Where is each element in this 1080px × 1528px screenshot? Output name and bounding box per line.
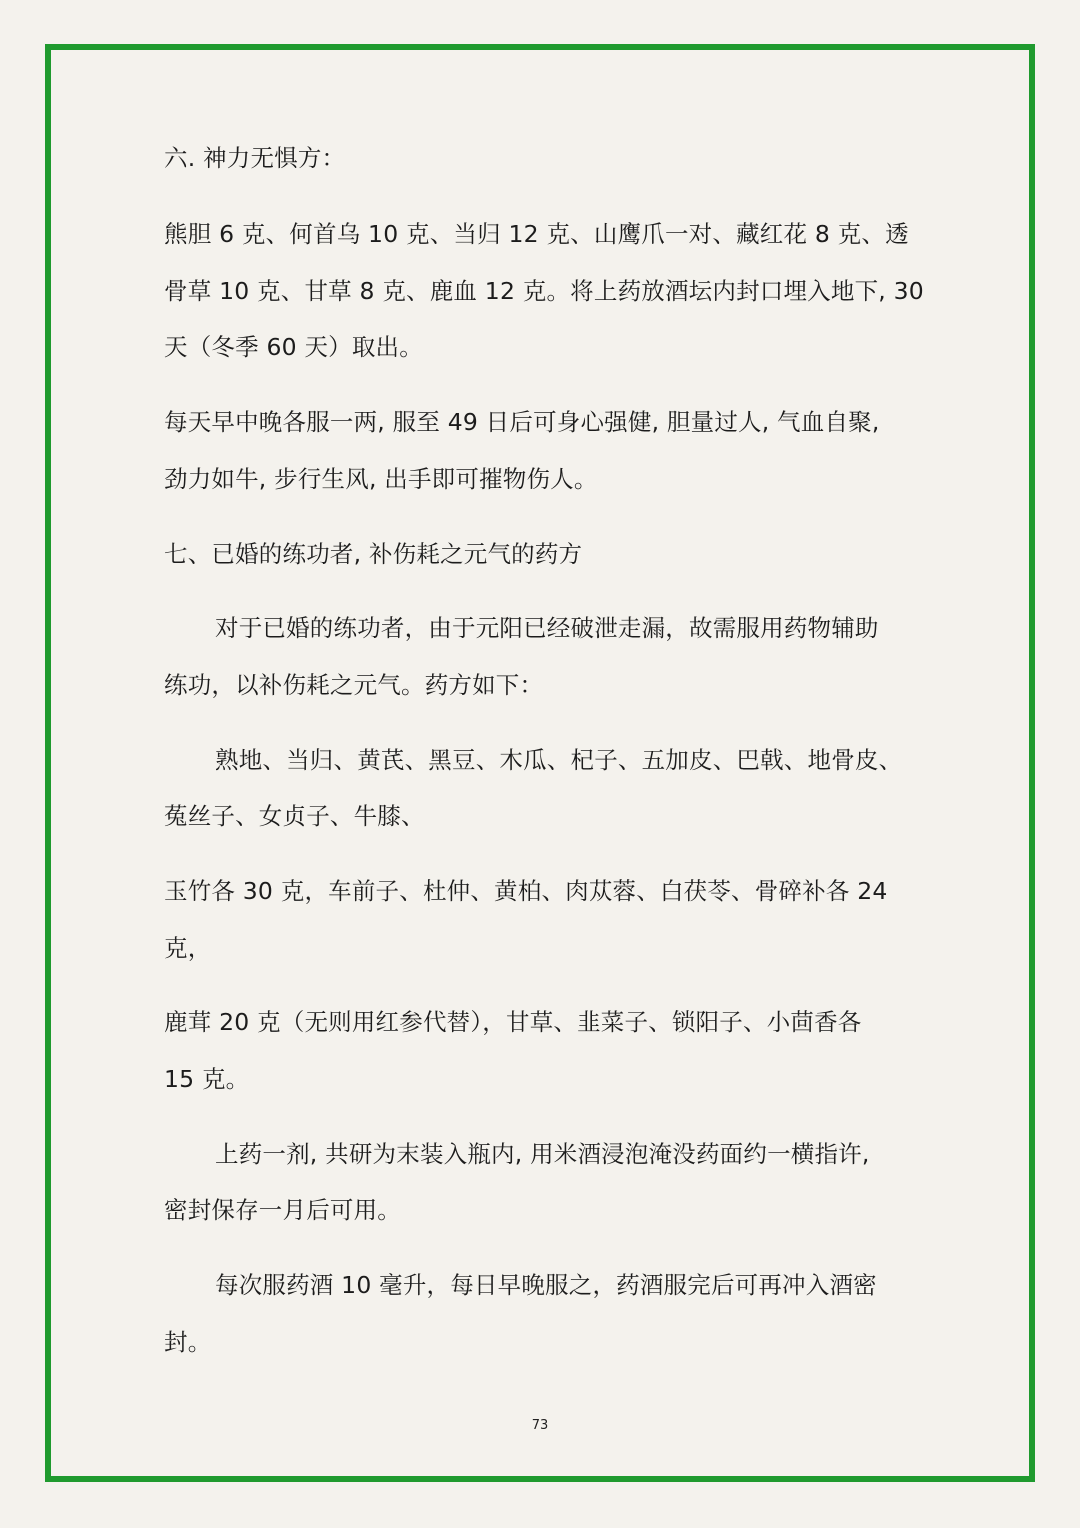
text-line: 封。 bbox=[164, 1328, 212, 1356]
text-line: 练功，以补伤耗之元气。药方如下： bbox=[164, 671, 544, 699]
text-line: 熊胆 6 克、何首乌 10 克、当归 12 克、山鹰爪一对、藏红花 8 克、透 bbox=[164, 220, 909, 248]
text-line: 15 克。 bbox=[164, 1065, 250, 1093]
text-line: 劲力如牛, 步行生风, 出手即可摧物伤人。 bbox=[164, 465, 598, 493]
text-line: 对于已婚的练功者，由于元阳已经破泄走漏，故需服用药物辅助 bbox=[215, 614, 879, 642]
text-line: 天（冬季 60 天）取出。 bbox=[164, 333, 423, 361]
text-line: 每天早中晚各服一两, 服至 49 日后可身心强健, 胆量过人, 气血自聚, bbox=[164, 408, 880, 436]
text-line: 密封保存一月后可用。 bbox=[164, 1196, 401, 1224]
text-line: 每次服药酒 10 毫升，每日早晚服之，药酒服完后可再冲入酒密 bbox=[215, 1271, 877, 1299]
text-line: 玉竹各 30 克，车前子、杜仲、黄柏、肉苁蓉、白茯苓、骨碎补各 24 bbox=[164, 877, 888, 905]
text-line: 骨草 10 克、甘草 8 克、鹿血 12 克。将上药放酒坛内封口埋入地下, 30 bbox=[164, 277, 924, 305]
text-line: 菟丝子、女贞子、牛膝、 bbox=[164, 802, 425, 830]
text-line: 上药一剂, 共研为末装入瓶内, 用米酒浸泡淹没药面约一横指许, bbox=[215, 1140, 870, 1168]
heading-section-6: 六. 神力无惧方： bbox=[164, 144, 346, 172]
text-line: 熟地、当归、黄芪、黑豆、木瓜、杞子、五加皮、巴戟、地骨皮、 bbox=[215, 746, 903, 774]
page-number: 73 bbox=[531, 1418, 549, 1433]
text-line: 克， bbox=[164, 934, 212, 962]
text-line: 鹿茸 20 克（无则用红参代替），甘草、韭菜子、锁阳子、小茴香各 bbox=[164, 1008, 862, 1036]
heading-section-7: 七、已婚的练功者, 补伤耗之元气的药方 bbox=[164, 540, 583, 568]
